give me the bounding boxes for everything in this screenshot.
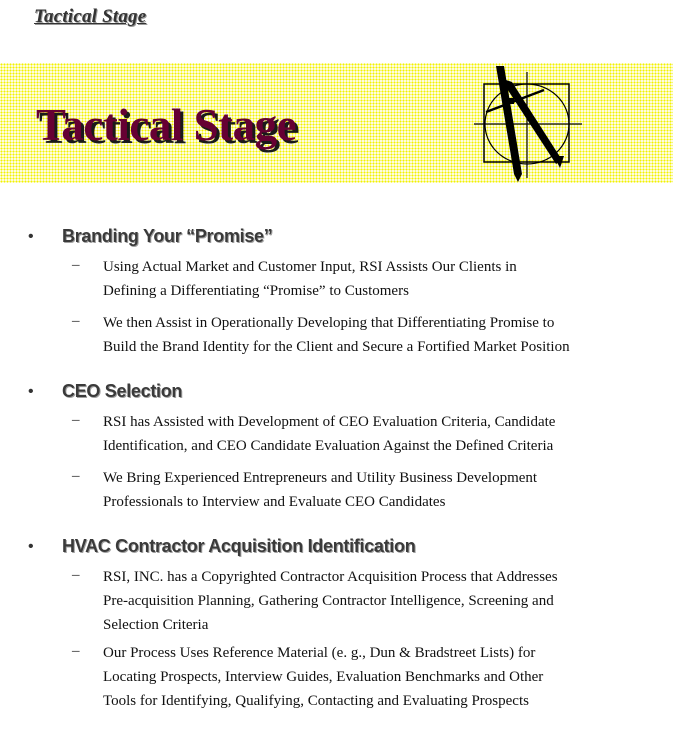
page-header-title: Tactical Stage [34,6,147,27]
section-heading-hvac: HVAC Contractor Acquisition Identification [62,536,416,556]
list-item [103,565,648,637]
list-item-line: Defining a Differentiating “Promise” to Customers [103,283,409,299]
dash-marker: – [72,257,80,273]
dash-marker: – [72,313,80,329]
list-item-line: Using Actual Market and Customer Input, RSI Assists Our Clients in [103,259,517,275]
list-item-line: Locating Prospects, Interview Guides, Evaluation Benchmarks and Other [103,669,544,685]
section-heading-branding: Branding Your “Promise” [62,226,273,246]
bullet-marker: • [28,228,34,245]
list-item-line: Selection Criteria [103,617,209,633]
list-item [103,641,648,713]
drafting-compass-icon [474,64,586,186]
dash-marker: – [72,468,80,484]
list-item-line: Tools for Identifying, Qualifying, Contacting and Evaluating Prospects [103,693,529,709]
list-item-line: Pre-acquisition Planning, Gathering Contractor Intelligence, Screening and [103,593,554,609]
list-item-line: Build the Brand Identity for the Client and Secure a Fortified Market Position [103,339,570,355]
list-item-line: Professionals to Interview and Evaluate CEO Candidates [103,494,446,510]
slide-title: Tactical Stage [36,100,297,150]
dash-marker: – [72,567,80,583]
list-item-line: Our Process Uses Reference Material (e. g., Dun & Bradstreet Lists) for [103,645,536,661]
list-item [103,311,648,359]
list-item-line: RSI, INC. has a Copyrighted Contractor Acquisition Process that Addresses [103,569,558,585]
list-item-line: We then Assist in Operationally Developing that Differentiating Promise to [103,315,555,331]
list-item-line: We Bring Experienced Entrepreneurs and Utility Business Development [103,470,538,486]
list-item-line: Identification, and CEO Candidate Evaluation Against the Defined Criteria [103,438,554,454]
section-heading-ceo-selection: CEO Selection [62,381,183,401]
list-item [103,466,648,514]
dash-marker: – [72,643,80,659]
dash-marker: – [72,412,80,428]
list-item-line: RSI has Assisted with Development of CEO Evaluation Criteria, Candidate [103,414,556,430]
list-item [103,255,648,303]
bullet-marker: • [28,383,34,400]
list-item [103,410,648,458]
bullet-marker: • [28,538,34,555]
